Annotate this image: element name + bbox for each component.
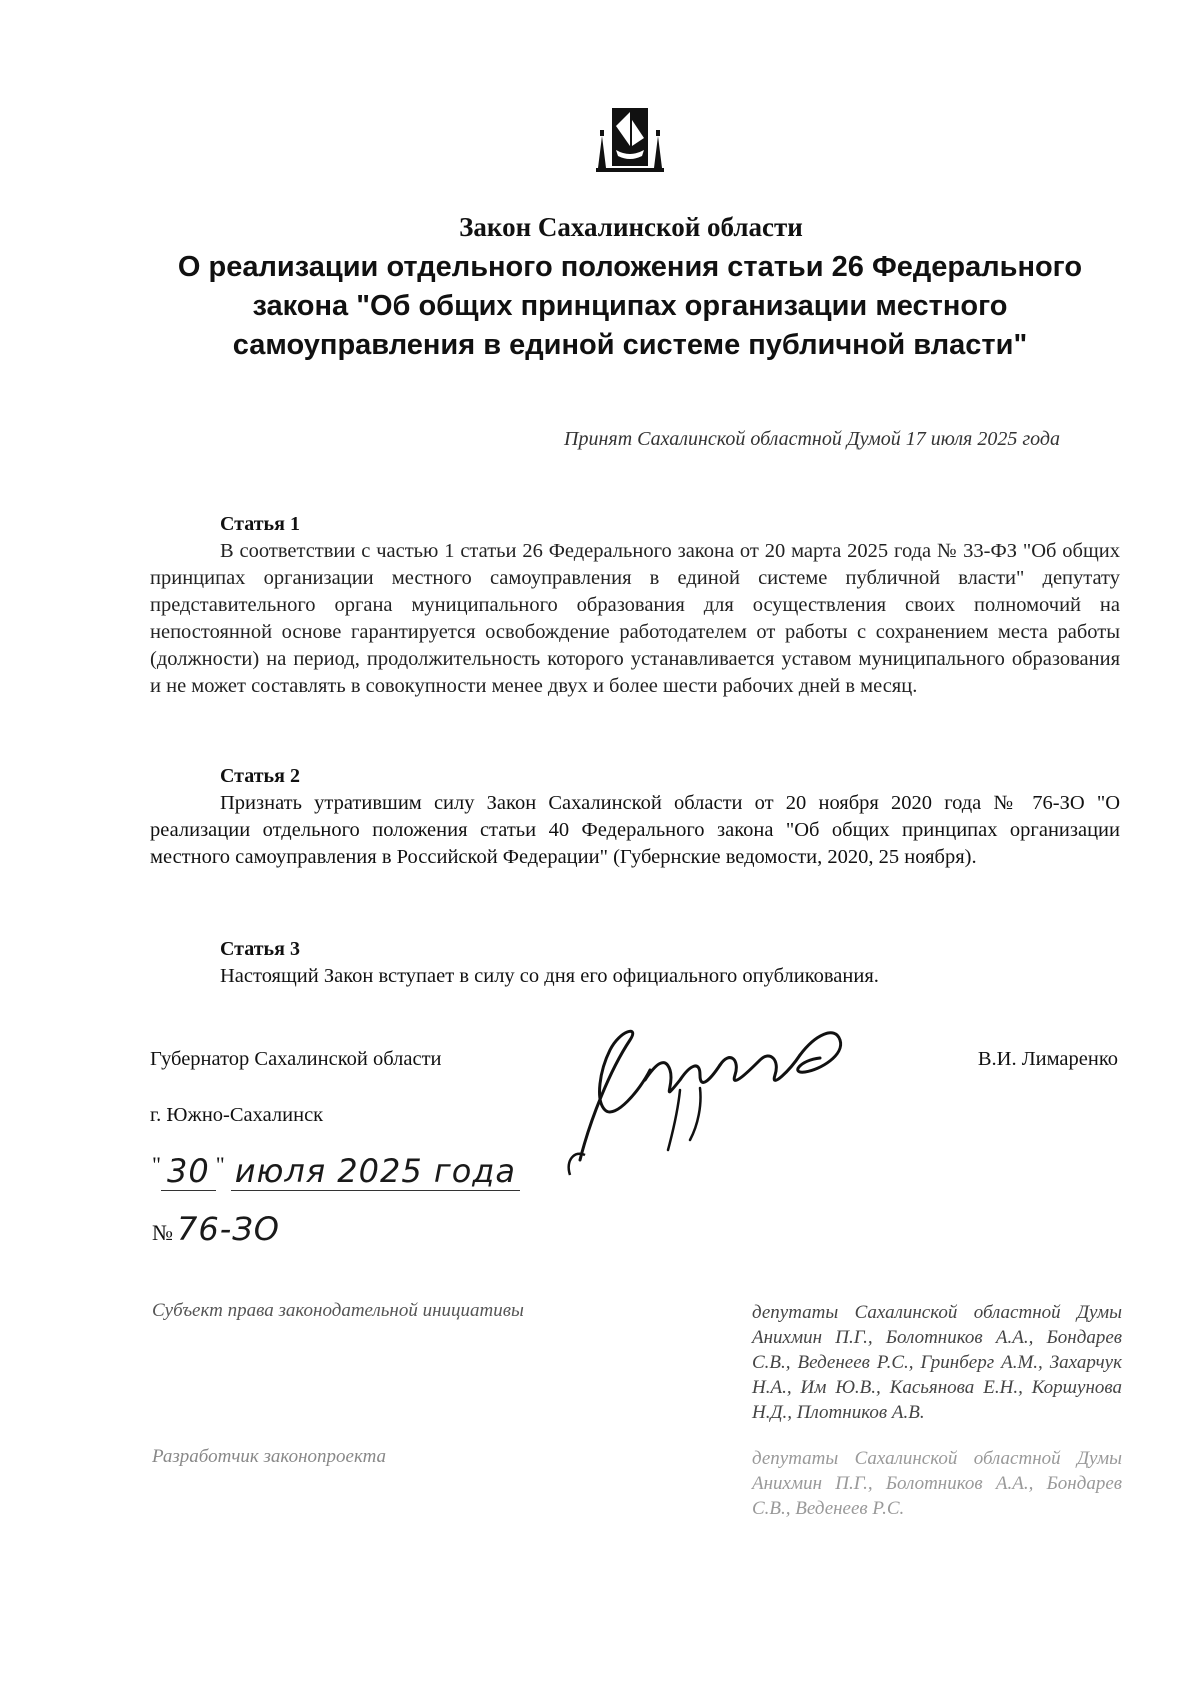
sakhalin-coat-of-arms-icon xyxy=(594,98,666,178)
article-text: Признать утратившим силу Закон Сахалинской области от 20 ноября 2020 года № 76-ЗО "О реализации отдельного положения статьи 40 Федерального закона "Об общих принципах организации местного самоуправления в Российской Федерации" (Губернские ведомости, 2020, 25 ноября). xyxy=(150,792,1120,868)
signing-date: " 30 " июля 2025 года xyxy=(152,1152,520,1202)
date-month-year: июля 2025 года xyxy=(231,1152,520,1191)
law-number xyxy=(152,1210,280,1248)
developer-list: депутаты Сахалинской областной Думы Анихмин П.Г., Болотников А.А., Бондарев С.В., Веденеев Р.С. xyxy=(752,1448,1122,1519)
initiative-subject-list: депутаты Сахалинской областной Думы Анихмин П.Г., Болотников А.А., Бондарев С.В., Веденеев Р.С., Гринберг А.М., Захарчук Н.А., Им Ю.В., Касьянова Е.Н., Коршунова Н.Д., Плотников А.В. xyxy=(752,1302,1122,1423)
handwritten-signature xyxy=(550,1010,890,1180)
article-title: Статья 2 xyxy=(220,765,300,787)
date-day: 30 xyxy=(161,1152,216,1191)
city-name: г. Южно-Сахалинск xyxy=(150,1104,324,1126)
governor-position: Губернатор Сахалинской области xyxy=(150,1048,442,1070)
number-sign: № xyxy=(152,1220,173,1245)
article-title: Статья 1 xyxy=(220,513,300,535)
article-text: Настоящий Закон вступает в силу со дня его официального опубликования. xyxy=(220,965,879,987)
law-title: О реализации отдельного положения статьи 26 Федерального закона "Об общих принципах организации местного самоуправления в единой системе публичной власти" xyxy=(177,251,1083,361)
article-text: В соответствии с частью 1 статьи 26 Федерального закона от 20 марта 2025 года № 33-ФЗ "Об общих принципах организации местного самоуправления в единой системе публичной власти" депутату представительного органа муниципального образования для осуществления своих полномочий на непостоянной основе гарантируется освобождение работодателем от работы с сохранением места работы (должности) на период, продолжительность которого устанавливается уставом муниципального образования и не может составлять в совокупности менее двух и более шести рабочих дней в месяц. xyxy=(150,540,1120,697)
initiative-subject-label: Субъект права законодательной инициативы xyxy=(152,1300,524,1321)
article-3 xyxy=(150,937,1120,990)
law-number-value: 76-ЗО xyxy=(177,1210,280,1248)
article-1 xyxy=(150,512,1120,700)
adoption-note: Принят Сахалинской областной Думой 17 июля 2025 года xyxy=(564,428,1060,450)
developer-label: Разработчик законопроекта xyxy=(152,1446,387,1467)
law-type-heading: Закон Сахалинской области xyxy=(459,212,803,242)
governor-name: В.И. Лимаренко xyxy=(977,1048,1118,1070)
article-title: Статья 3 xyxy=(220,938,300,960)
article-2 xyxy=(150,764,1120,871)
